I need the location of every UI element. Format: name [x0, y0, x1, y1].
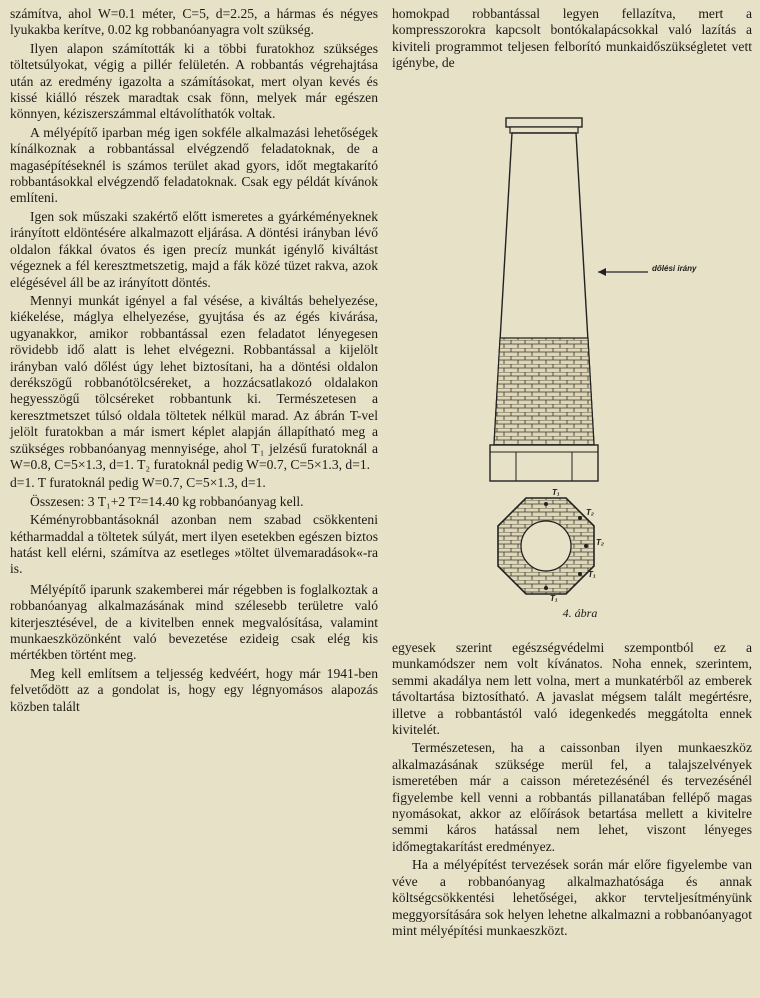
right-bottom-paragraph: Ha a mélyépítést tervezések során már előre figyelembe van véve a robbanóanyag alkalmazhatósága és annak költségcsökkentési lehetőségei, akkor tervteljesítményünk meggyorsítására sok helyen lehetne alkalmazni a robbanóanyagot mint mélyépítési munkaeszközt.: [392, 857, 752, 938]
figure-caption: 4. ábra: [562, 606, 598, 620]
label-t1: T₁: [552, 488, 560, 497]
chimney-brick-section: [494, 338, 594, 445]
figure-chimney: [420, 100, 730, 630]
label-t3: T₂: [596, 538, 604, 547]
right-column-top: [392, 6, 752, 74]
left-paragraph: Összesen: 3 T₁+2 T²=14.40 kg robbanóanyag kell.: [30, 493, 304, 509]
label-t5: T₁: [550, 594, 558, 603]
label-t2: T₂: [586, 508, 594, 517]
label-t4: T₁: [588, 570, 596, 579]
left-paragraph: Mélyépítő iparunk szakemberei már régebben is foglalkoztak a robbanóanyag alkalmazásának mind szélesebb területre való kiterjesztésével, de a kivitelben ennek megvalósítása, valamint munkaeszközönként való bevezetése ezideig csak elég kis mértékben történt meg.: [10, 581, 378, 663]
left-paragraph: Ilyen alapon számították ki a többi furatokhoz szükséges töltetsúlyokat, végig a pillér felületén. A robbantás végrehajtása után az eredmény igazolta a számításokat, mert olyan kevés és kissé kiálló részek maradtak csak fönn, melyek már egészen könnyen, kéziszerszámmal eltávolíthatók voltak.: [10, 40, 378, 122]
chimney-cap: [506, 118, 582, 127]
left-paragraph: számítva, ahol W=0.1 méter, C=5, d=2.25, a hármas és négyes lyukakba kerítve, 0.02 kg robbanóanyagra volt szükség.: [10, 6, 378, 38]
chimney-base: [490, 445, 598, 481]
left-paragraph: Meg kell említsem a teljesség kedvéért, hogy már 1941-ben felvetődött az a gondolat is, hogy egy légnyomásos alapozás közben talált: [10, 665, 378, 714]
left-paragraph: d=1. T furatoknál pedig W=0.7, C=5×1.3, d=1.: [10, 475, 266, 491]
left-paragraph: Kéményrobbantásoknál azonban nem szabad csökkenteni kétharmaddal a töltetek súlyát, mert ilyen esetekben egészen biztos hatást kell elérni, számítva az esetleges »töltet ülvemaradások«-ra is.: [10, 512, 378, 577]
left-column: [10, 6, 378, 717]
left-paragraph: A mélyépítő iparban még igen sokféle alkalmazási lehetőségek kínálkoznak a robbantással elvégzendő feladatoknak, de a magasépítéseknél is számos terület akad gyors, időt megtakarító robbantásokkal elvégzendő feladatoknak. Csak egy példát kívánok említeni.: [10, 124, 378, 206]
right-bottom-paragraph: egyesek szerint egészségvédelmi szempontból ez a munkamódszer nem volt kívánatos. Noha ennek, szerintem, semmi akadálya nem lett volna, mert a munkatérből az emberek távoltartása biztosítható. A javaslat mégsem talált megértésre, illetve a robbantástól való idegenkedés meggátolta ennek kivitelét.: [392, 640, 752, 738]
cross-section-hole: [521, 521, 571, 571]
arrow-label: dőlési irány: [652, 264, 697, 273]
left-paragraph: Mennyi munkát igényel a fal vésése, a kiváltás behelyezése, kiékelése, máglya elhelyezése, gyujtása és az égés kivárása, ugyanakkor, amikor robbantással ezen feladatot lényegesen rövidebb idő alatt is lehet elvégezni. Robbantással a kijelölt irányban való dőlést úgy lehet biztosítani, ha a döntési oldalon derékszögű robbanótölcséreket, a hozzácsatlakozó oldalakon hegyesszögű tölcséreket robbantunk ki. Természetesen a keresztmetszet túlsó oldala töltetek nélkül marad. Az ábrán T-vel jelölt furatokban a már ismert képlet alapján állapítható meg a szükséges robbanóanyag mennyisége, ahol T₁ jelzésű furatoknál a W=0.8, C=5×1.3, d=1. T₂ furatoknál pedig W=0.7, C=5×1.3, d=1.: [10, 292, 378, 472]
right-top-paragraph: homokpad robbantással legyen fellazítva, mert a kompresszorokra kapcsolt bontókalapácsokkal való lazítás a kiviteli programmot teljesen felborító munkaidőszükségletet vett igénybe, de: [392, 6, 752, 71]
right-column-bottom: [392, 640, 752, 941]
chimney-drawing: [420, 100, 730, 630]
right-bottom-paragraph: Természetesen, ha a caissonban ilyen munkaeszköz alkalmazásának szüksége merül fel, a talajszelvények ismeretében már a caisson méretezésénél és tervezésénél figyelembe kell venni a robbantás pillanatában fellépő magas nyomásokat, akkor az előírások betartása mellett a kivitelre semmi káros hatással nem lehet, viszont lényeges időmegtakarítást eredményez.: [392, 740, 752, 854]
left-paragraph: Igen sok műszaki szakértő előtt ismeretes a gyárkéményeknek irányított eldöntésére alkalmazott eljárása. A döntési irányban lévő oldalon fákkal óvatos és igen precíz munkát igénylő kiváltást végeznek a fél keresztmetszetig, majd a fák közé tüzet rakva, azok elégésével áll be az irányított döntés.: [10, 208, 378, 290]
